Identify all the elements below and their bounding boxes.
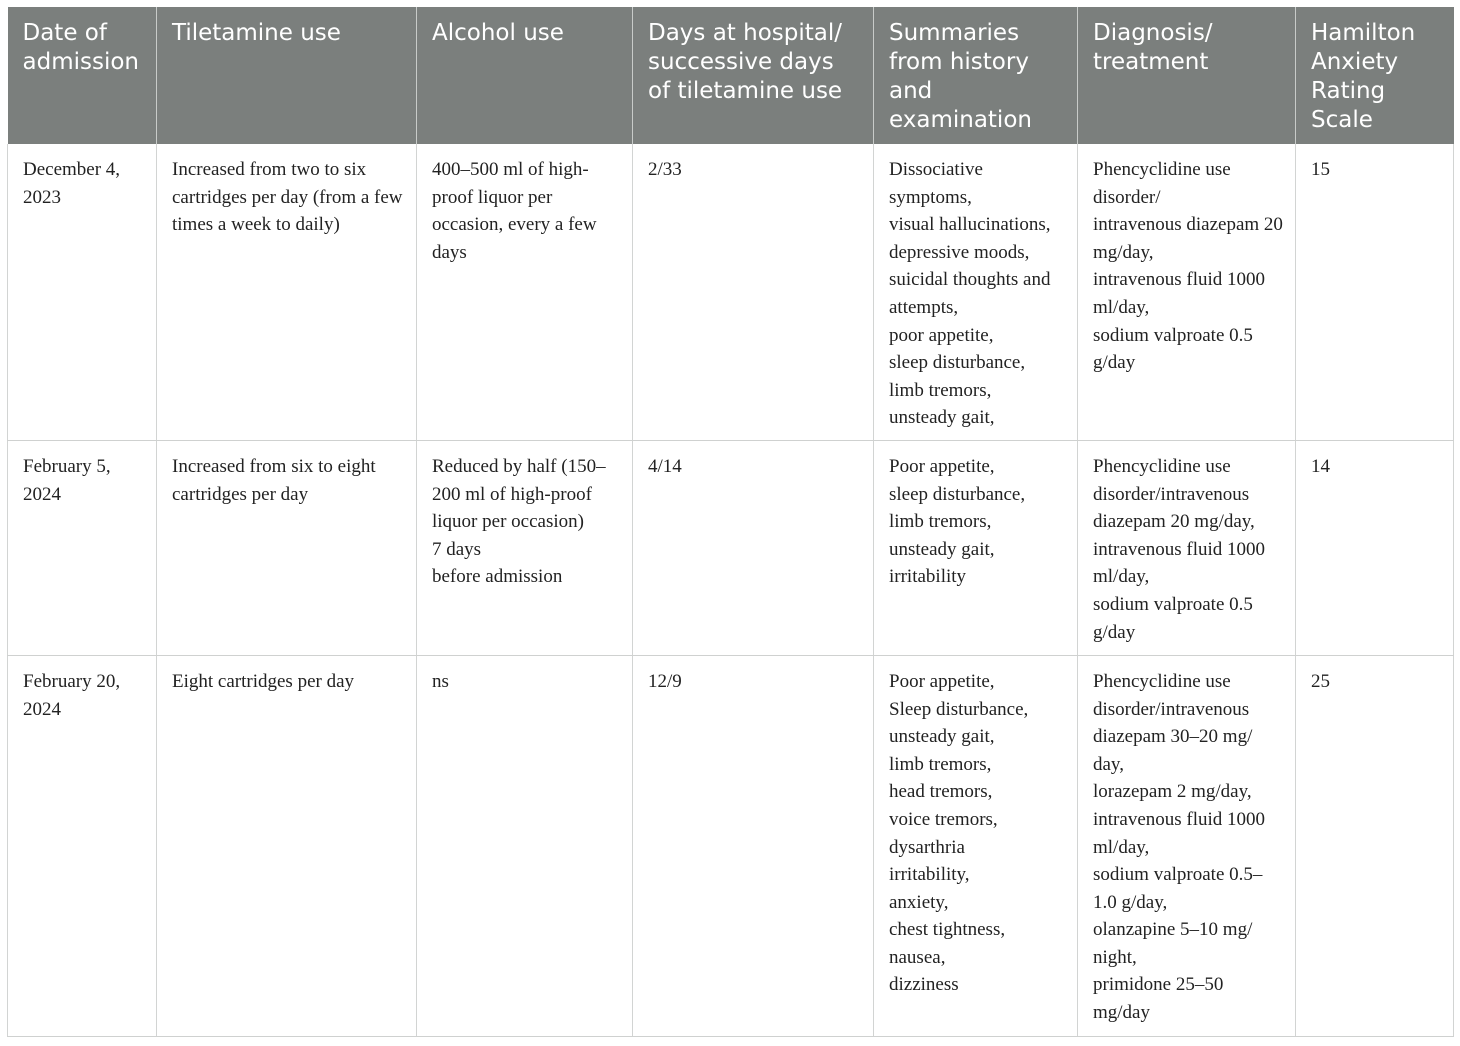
header-days-at-hospital: Days at hospital/ successive days of tiletamine use [633, 7, 874, 144]
cell-alcohol-use: ns [417, 655, 633, 1036]
cell-tiletamine-use: Increased from two to six cartridges per day (from a few times a week to daily) [157, 144, 417, 440]
cell-hamilton: 25 [1296, 655, 1454, 1036]
cell-tiletamine-use: Increased from six to eight cartridges per day [157, 440, 417, 655]
clinical-course-table [7, 7, 1454, 1037]
header-row [8, 7, 1454, 144]
cell-summary: Poor appetite, Sleep disturbance, unsteady gait, limb tremors, head tremors, voice tremors, dysarthria irritability, anxiety, chest tightness, nausea, dizziness [874, 655, 1078, 1036]
cell-days: 4/14 [633, 440, 874, 655]
cell-summary: Dissociative symptoms, visual hallucinations, depressive moods, suicidal thoughts and attempts, poor appetite, sleep disturbance, limb tremors, unsteady gait, [874, 144, 1078, 440]
table-row [8, 144, 1454, 440]
cell-hamilton: 15 [1296, 144, 1454, 440]
cell-diagnosis: Phencyclidine use disorder/intravenous diazepam 20 mg/day, intravenous fluid 1000 ml/day, sodium valproate 0.5 g/day [1078, 440, 1296, 655]
cell-summary: Poor appetite, sleep disturbance, limb tremors, unsteady gait, irritability [874, 440, 1078, 655]
cell-diagnosis: Phencyclidine use disorder/intravenous diazepam 30–20 mg/ day, lorazepam 2 mg/day, intravenous fluid 1000 ml/day, sodium valproate 0.5–1.0 g/day, olanzapine 5–10 mg/ night, primidone 25–50 mg/day [1078, 655, 1296, 1036]
cell-hamilton: 14 [1296, 440, 1454, 655]
cell-tiletamine-use: Eight cartridges per day [157, 655, 417, 1036]
cell-days: 2/33 [633, 144, 874, 440]
header-hamilton-scale: Hamilton Anxiety Rating Scale [1296, 7, 1454, 144]
cell-diagnosis: Phencyclidine use disorder/ intravenous diazepam 20 mg/day, intravenous fluid 1000 ml/day, sodium valproate 0.5 g/day [1078, 144, 1296, 440]
header-diagnosis-treatment: Diagnosis/ treatment [1078, 7, 1296, 144]
cell-date: February 20, 2024 [8, 655, 157, 1036]
cell-date: February 5, 2024 [8, 440, 157, 655]
cell-alcohol-use: Reduced by half (150–200 ml of high-proof liquor per occasion) 7 days before admission [417, 440, 633, 655]
header-summaries: Summaries from history and examination [874, 7, 1078, 144]
header-tiletamine-use: Tiletamine use [157, 7, 417, 144]
cell-alcohol-use: 400–500 ml of high-proof liquor per occasion, every a few days [417, 144, 633, 440]
cell-days: 12/9 [633, 655, 874, 1036]
header-alcohol-use: Alcohol use [417, 7, 633, 144]
table-row [8, 440, 1454, 655]
table-row [8, 655, 1454, 1036]
cell-date: December 4, 2023 [8, 144, 157, 440]
header-date-of-admission: Date of admission [8, 7, 157, 144]
